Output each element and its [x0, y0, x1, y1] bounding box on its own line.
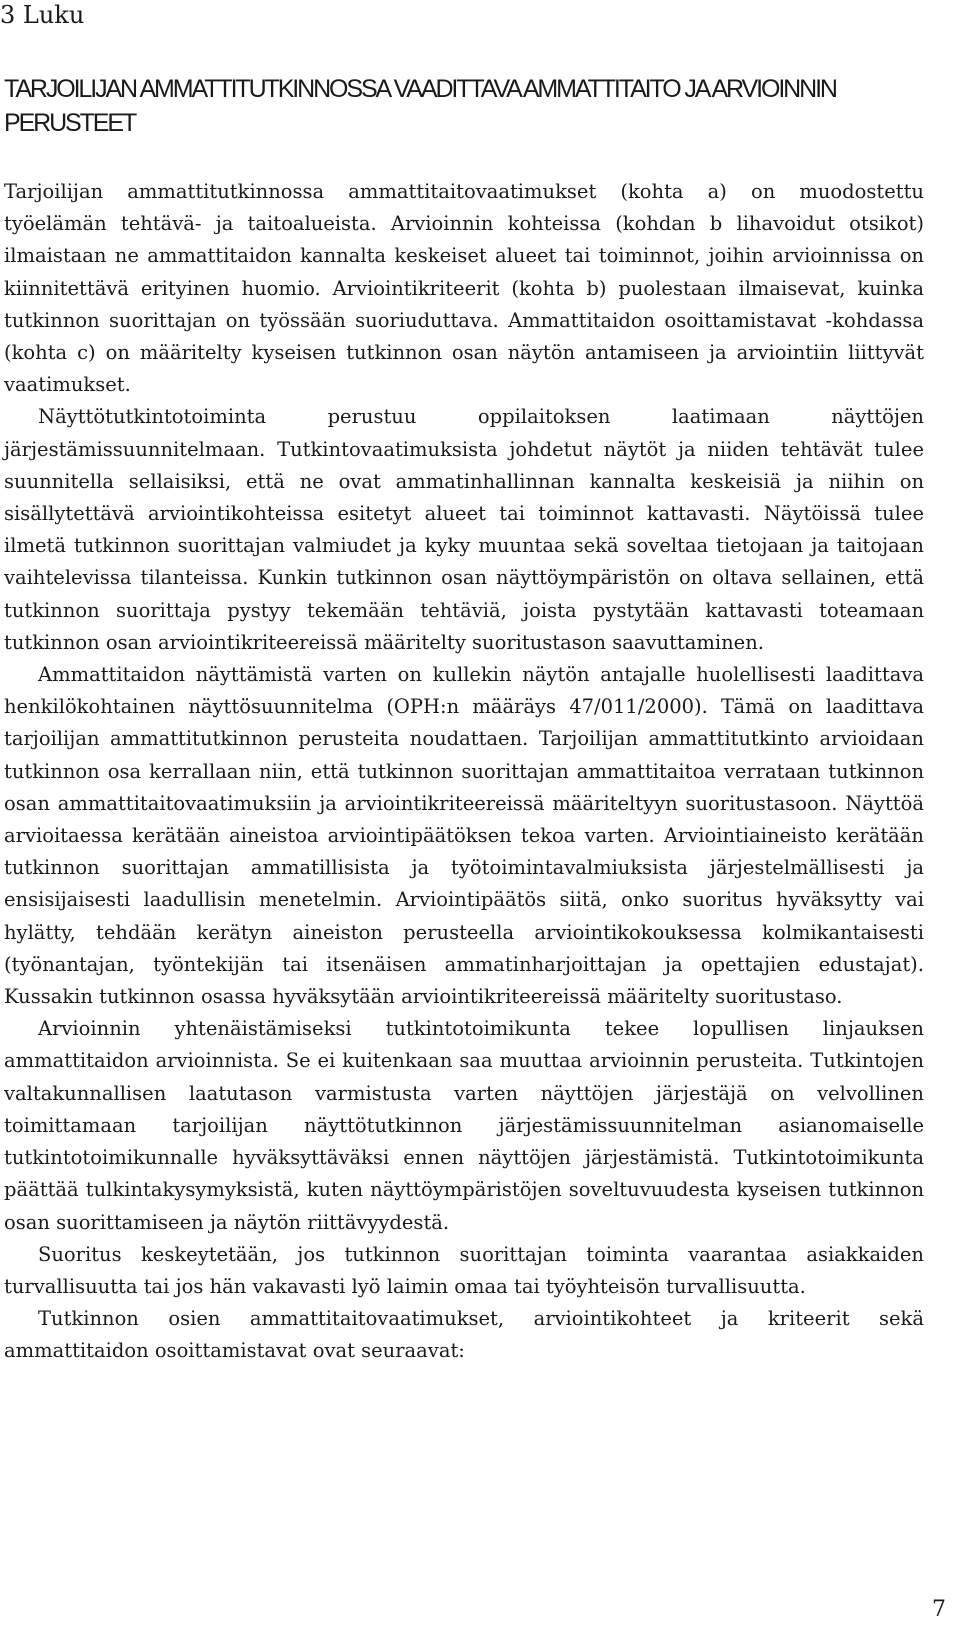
- paragraph-keskeytys: Suoritus keskeytetään, jos tutkinnon suorittajan toiminta vaarantaa asiakkaiden turvallisuutta tai jos hän vakavasti lyö laimin omaa tai työyhteisön turvallisuutta.: [4, 1242, 924, 1298]
- paragraph-intro: Tarjoilijan ammattitutkinnossa ammattitaitovaatimukset (kohta a) on muodostettu työelämän tehtävä- ja taitoalueista. Arvioinnin kohteissa (kohdan b lihavoidut otsikot) ilmaistaan ne ammattitaidon kannalta keskeiset alueet tai toiminnot, joihin arvioinnissa on kiinnitettävä erityinen huomio. Arviointikriteerit (kohta b) puolestaan ilmaisevat, kuinka tutkinnon suorittajan on työssään suoriuduttava. Ammattitaidon osoittamistavat -kohdassa (kohta c) on määritelty kyseisen tutkinnon osan näytön antamiseen ja arviointiin liittyvät vaatimukset.: [4, 180, 924, 397]
- paragraph-seuraavat: Tutkinnon osien ammattitaitovaatimukset, arviointikohteet ja kriteerit sekä ammattitaidon osoittamistavat ovat seuraavat:: [4, 1307, 924, 1363]
- body-text: [4, 176, 924, 1368]
- paragraph-tutkintotoimikunta: Arvioinnin yhtenäistämiseksi tutkintotoimikunta tekee lopullisen linjauksen ammattitaidon arvioinnista. Se ei kuitenkaan saa muuttaa arvioinnin perusteita. Tutkintojen valtakunnallisen laatutason varmistusta varten näyttöjen järjestäjä on velvollinen toimittamaan tarjoilijan näyttötutkinnon järjestämissuunnitelman asianomaiselle tutkintotoimikunnalle hyväksyttäväksi ennen näyttöjen järjestämistä. Tutkintotoimikunta päättää tulkintakysymyksistä, kuten näyttöympäristöjen soveltuvuudesta kyseisen tutkinnon osan suorittamiseen ja näytön riittävyydestä.: [4, 1017, 924, 1234]
- chapter-label: 3 Luku: [0, 1, 85, 29]
- paragraph-naytot: Näyttötutkintotoiminta perustuu oppilaitoksen laatimaan näyttöjen järjestämissuunnitelmaan. Tutkintovaatimuksista johdetut näytöt ja niiden tehtävät tulee suunnitella sellaisiksi, että ne ovat ammatinhallinnan kannalta keskeisiä ja niihin on sisällytettävä arviointikohteissa esitetyt alueet tai toiminnot kattavasti. Näytöissä tulee ilmetä tutkinnon suorittajan valmiudet ja kyky muuntaa sekä soveltaa tietojaan ja taitojaan vaihtelevissa tilanteissa. Kunkin tutkinnon osan näyttöympäristön on oltava sellainen, että tutkinnon suorittaja pystyy tekemään tehtäviä, joista pystytään kattavasti toteamaan tutkinnon osan arviointikriteereissä määritelty suoritustason saavuttaminen.: [4, 405, 924, 654]
- paragraph-nayttosuunnitelma: Ammattitaidon näyttämistä varten on kullekin näytön antajalle huolellisesti laadittava henkilökohtainen näyttösuunnitelma (OPH:n määräys 47/011/2000). Tämä on laadittava tarjoilijan ammattitutkinnon perusteita noudattaen. Tarjoilijan ammattitutkinto arvioidaan tutkinnon osa kerrallaan niin, että tutkinnon suorittajan ammattitaitoa verrataan tutkinnon osan ammattitaitovaatimuksiin ja arviointikriteereissä määriteltyyn suoritustasoon. Näyttöä arvioitaessa kerätään aineistoa arviointipäätöksen tekoa varten. Arviointiaineisto kerätään tutkinnon suorittajan ammatillisista ja työtoimintavalmiuksista järjestelmällisesti ja ensisijaisesti laadullisin menetelmin. Arviointipäätös siitä, onko suoritus hyväksytty vai hylätty, tehdään kerätyn aineiston perusteella arviointikokouksessa kolmikantaisesti (työnantajan, työntekijän tai itsenäisen ammatinharjoittajan ja opettajien edustajat). Kussakin tutkinnon osassa hyväksytään arviointikriteereissä määritelty suoritustaso.: [4, 663, 924, 1009]
- page-number: 7: [932, 1597, 946, 1622]
- section-heading: TARJOILIJAN AMMATTITUTKINNOSSA VAADITTAVA AMMATTITAITO JA ARVIOINNIN PERUSTEET: [4, 75, 836, 137]
